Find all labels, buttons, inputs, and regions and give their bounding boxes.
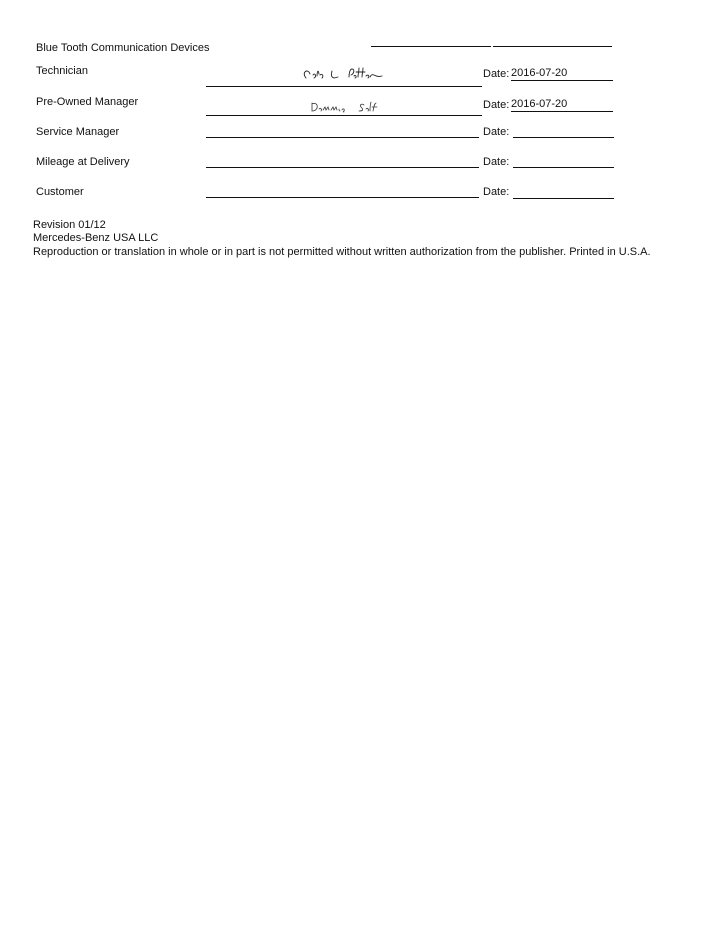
blank-line-1: [371, 46, 491, 47]
item-label-bluetooth: Blue Tooth Communication Devices: [36, 42, 210, 54]
customer-signature-line[interactable]: [206, 197, 479, 198]
row-label-mileage-at-delivery: Mileage at Delivery: [36, 156, 130, 168]
mileage-at-delivery-line[interactable]: [206, 167, 479, 168]
customer-date-label: Date:: [483, 186, 510, 198]
service-manager-signature-line[interactable]: [206, 137, 479, 138]
technician-date-field[interactable]: 2016-07-20: [511, 67, 613, 81]
pre-owned-manager-date-field[interactable]: 2016-07-20: [511, 98, 613, 112]
technician-signature: [296, 63, 391, 85]
row-label-pre-owned-manager: Pre-Owned Manager: [36, 96, 139, 108]
pre-owned-manager-date-label: Date:: [483, 99, 510, 111]
service-manager-date-field[interactable]: [513, 124, 614, 138]
company-name: Mercedes-Benz USA LLC: [33, 232, 159, 244]
revision-text: Revision 01/12: [33, 219, 106, 231]
technician-signature-line[interactable]: [206, 86, 482, 87]
row-label-customer: Customer: [36, 186, 84, 198]
pre-owned-manager-signature-line[interactable]: [206, 115, 482, 116]
mileage-date-field[interactable]: [513, 154, 614, 168]
row-label-service-manager: Service Manager: [36, 126, 120, 138]
mileage-date-label: Date:: [483, 156, 510, 168]
pre-owned-manager-signature: [306, 98, 386, 114]
customer-date-field[interactable]: [513, 185, 614, 199]
technician-date-label: Date:: [483, 68, 510, 80]
service-manager-date-label: Date:: [483, 126, 510, 138]
blank-line-2: [493, 46, 612, 47]
row-label-technician: Technician: [36, 65, 88, 77]
copyright-notice: Reproduction or translation in whole or in part is not permitted without written authorization from the publisher. Printed in U.S.A.: [33, 246, 651, 258]
